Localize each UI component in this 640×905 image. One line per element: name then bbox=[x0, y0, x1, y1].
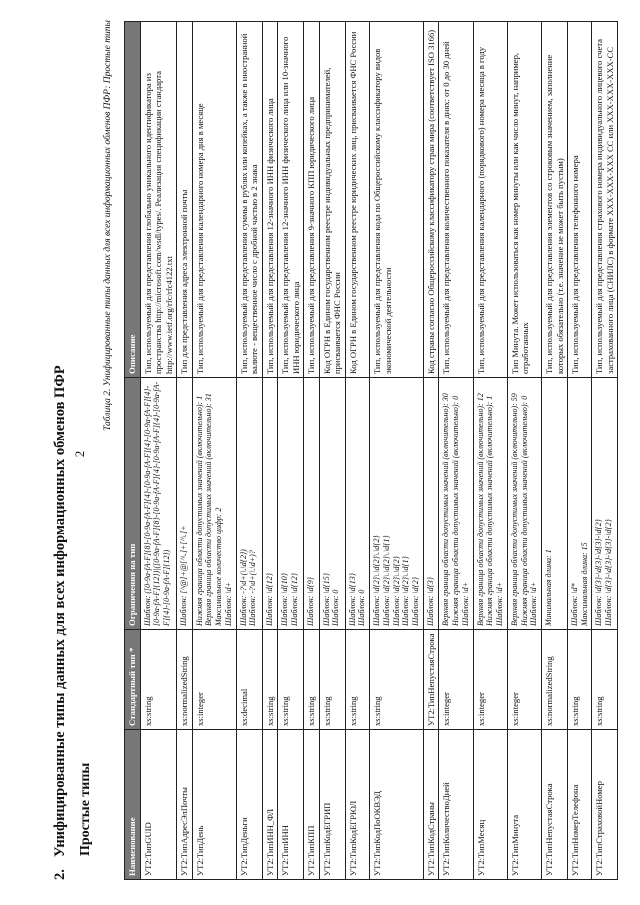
table-row bbox=[507, 22, 541, 880]
table-row bbox=[370, 22, 424, 880]
restriction-line: Минимальная длина: 1 bbox=[544, 549, 554, 626]
restriction-line: Верхняя граница области допустимых значений (включительно): 30 bbox=[441, 393, 451, 626]
type-name-cell: УТ2:ТипИНН bbox=[278, 730, 304, 880]
type-name-cell: УТ2:ТипGUID bbox=[140, 730, 176, 880]
description-cell: Тип Минута. Может использоваться как номер минуты или как число минут, например, отработанных bbox=[507, 22, 541, 378]
section-title-text: Унифицированные типы данных для всех информационных обменов ПФР bbox=[52, 365, 68, 858]
section-title bbox=[52, 365, 69, 880]
type-name-cell: УТ2:ТипИНН_ФЛ bbox=[262, 730, 277, 880]
restriction-line: Шаблон: 0 bbox=[331, 589, 341, 626]
base-type-cell: xs:string bbox=[370, 630, 424, 730]
description-cell: Тип, используемый для представления кода по Общероссийскому классификатору видов экономической деятельности bbox=[370, 22, 424, 378]
table-row bbox=[304, 22, 319, 880]
restriction-line: Шаблон: -?\d+(\.\d{2}) bbox=[238, 549, 248, 626]
restriction-line: Шаблон: \d{15} bbox=[321, 572, 331, 626]
restriction-line: Шаблон: \d* bbox=[569, 583, 579, 626]
type-name-cell: УТ2:ТипМинута bbox=[507, 730, 541, 880]
table-caption: Таблица 2. Унифицированные типы данных для всех информационных обменов ПФР: Простые типы bbox=[103, 20, 113, 431]
table-row bbox=[192, 22, 236, 880]
restriction-line: Шаблон: \d{12} bbox=[264, 572, 274, 626]
type-name-cell: УТ2:ТипСтраховойНомер bbox=[592, 730, 618, 880]
header-base-type: Стандартный тип * bbox=[125, 630, 141, 730]
restrictions-cell bbox=[473, 378, 507, 630]
base-type-cell: xs:string bbox=[262, 630, 277, 730]
restrictions-cell bbox=[439, 378, 473, 630]
type-name-cell: УТ2:ТипКоличествоДней bbox=[439, 730, 473, 880]
restriction-line: Шаблон: \d{10} bbox=[280, 572, 290, 626]
restrictions-cell bbox=[140, 378, 176, 630]
restriction-line: Шаблон: \d+ bbox=[495, 581, 505, 626]
type-name-cell: УТ2:ТипКодПоОКВЭД bbox=[370, 730, 424, 880]
base-type-cell: xs:normalizedString bbox=[542, 630, 568, 730]
table-row bbox=[542, 22, 568, 880]
restrictions-cell bbox=[567, 378, 592, 630]
table-row bbox=[439, 22, 473, 880]
restriction-line: Максимальное количество цифр: 2 bbox=[214, 507, 224, 626]
restrictions-cell bbox=[236, 378, 262, 630]
table-row bbox=[278, 22, 304, 880]
restriction-line: Шаблон: \d{3}-\d{3}-\d{3}-\d{2} bbox=[594, 519, 604, 626]
restriction-line: Шаблон: \d{3}-\d{3}-\d{3}-\d{2} bbox=[604, 519, 614, 626]
table-row bbox=[177, 22, 192, 880]
base-type-cell: xs:integer bbox=[473, 630, 507, 730]
restrictions-cell bbox=[262, 378, 277, 630]
description-cell: Тип, используемый для представления 9-значного КПП юридического лица bbox=[304, 22, 319, 378]
table-row bbox=[423, 22, 438, 880]
base-type-cell: xs:string bbox=[345, 630, 370, 730]
restriction-line: Нижняя граница области допустимых значений (включительно): 0 bbox=[451, 395, 461, 626]
type-name-cell: УТ2:ТипДень bbox=[192, 730, 236, 880]
description-cell: Тип, используемый для представления календарного (порядкового) номера месяца в году bbox=[473, 22, 507, 378]
base-type-cell: xs:string bbox=[140, 630, 176, 730]
table-row bbox=[262, 22, 277, 880]
table-row bbox=[236, 22, 262, 880]
type-name-cell: УТ2:ТипНепустаяСтрока bbox=[542, 730, 568, 880]
restriction-line: Шаблон: -?\d+(\.\d+)? bbox=[248, 550, 258, 626]
restriction-line: Верхняя граница области допустимых значений (включительно): 31 bbox=[204, 393, 214, 626]
restrictions-cell bbox=[370, 378, 424, 630]
restriction-line: Шаблон: ([0-9a-fA-F]{8}-[0-9a-fA-F]{4}-[0-9a-fA-F]{4}-[0-9a-fA-F]{4}-[0-9a-fA-F]{12})|([0-9a-fA-F]{8}-[0-9a-fA-F]{4}-[0-9a-fA-F]{4}-[0-9a-fA-F]{4}-[0-9a-fA-F]{12}) bbox=[142, 381, 172, 626]
base-type-cell: xs:integer bbox=[507, 630, 541, 730]
description-cell: Тип, используемый для представления суммы в рублях или копейках, а также в иностранной валюте - вещественное число с дробной частью в 2 знака bbox=[236, 22, 262, 378]
header-restrictions: Ограничения на тип bbox=[125, 378, 141, 630]
restrictions-cell bbox=[304, 378, 319, 630]
restriction-line: Шаблон: [^@]+@[^\.]+[^\.]+ bbox=[179, 525, 189, 626]
base-type-cell: xs:string bbox=[567, 630, 592, 730]
description-cell: Тип, используемый для представления телефонного номера bbox=[567, 22, 592, 378]
type-name-cell: УТ2:ТипКодЕГРЮЛ bbox=[345, 730, 370, 880]
page-number: 2 bbox=[72, 450, 87, 458]
restriction-line: Шаблон: \d{2}\.\d{1} bbox=[401, 556, 411, 626]
restriction-line: Верхняя граница области допустимых значений (включительно): 12 bbox=[475, 393, 485, 626]
restriction-line: Шаблон: \d{12} bbox=[289, 572, 299, 626]
type-name-cell: УТ2:ТипДеньги bbox=[236, 730, 262, 880]
description-cell: Тип, используемый для представления элементов со строковым значением, заполнение которых обязательно (т.е. значение не может быть пустым) bbox=[542, 22, 568, 378]
restrictions-cell bbox=[542, 378, 568, 630]
type-name-cell: УТ2:ТипКодЕГРИП bbox=[319, 730, 345, 880]
restriction-line: Шаблон: \d{3} bbox=[425, 576, 435, 626]
table-header-row bbox=[125, 22, 141, 880]
restriction-line: Шаблон: \d{13} bbox=[347, 572, 357, 626]
header-description: Описание bbox=[125, 22, 141, 378]
description-cell: Тип, используемый для представления 12-значного ИНН физического лица bbox=[262, 22, 277, 378]
description-cell: Код ОГРН в Едином государственном реестре индивидуальных предпринимателей, присваивается ФНС России bbox=[319, 22, 345, 378]
restriction-line: Шаблон: 0 bbox=[357, 589, 367, 626]
restriction-line: Шаблон: \d{2}\.\d{2}\.\d{2} bbox=[372, 535, 382, 626]
restriction-line: Нижняя граница области допустимых значений (включительно): 1 bbox=[194, 395, 204, 626]
restriction-line: Нижняя граница области допустимых значений (включительно): 0 bbox=[519, 395, 529, 626]
restrictions-cell bbox=[177, 378, 192, 630]
type-name-cell: УТ2:ТипАдресЭлПочты bbox=[177, 730, 192, 880]
description-cell: Тип для представления адреса электронной почты bbox=[177, 22, 192, 378]
restrictions-cell bbox=[423, 378, 438, 630]
base-type-cell: xs:string bbox=[319, 630, 345, 730]
simple-types-table bbox=[124, 21, 618, 880]
rotated-page-content bbox=[52, 20, 615, 880]
description-cell: Тип, используемый для представления количественного показателя в днях: от 0 до 30 дней bbox=[439, 22, 473, 378]
header-name: Наименование bbox=[125, 730, 141, 880]
restriction-line: Шаблон: \d{9} bbox=[306, 576, 316, 626]
base-type-cell: xs:integer bbox=[439, 630, 473, 730]
restrictions-cell bbox=[507, 378, 541, 630]
restrictions-cell bbox=[192, 378, 236, 630]
description-cell: Тип, используемый для представления глобально уникального идентификатора из пространства http://microsoft.com/wsdl/types/. Реализация спецификации стандарта http://www.ietf.org/rfc/rfc4122.txt bbox=[140, 22, 176, 378]
table-row bbox=[319, 22, 345, 880]
description-cell: Код ОГРН в Едином государственном реестре юридических лиц, присваивается ФНС России bbox=[345, 22, 370, 378]
restrictions-cell bbox=[345, 378, 370, 630]
description-cell: Тип, используемый для представления календарного номера дня в месяце bbox=[192, 22, 236, 378]
table-row bbox=[140, 22, 176, 880]
base-type-cell: УТ2:ТипНепустаяСтрока bbox=[423, 630, 438, 730]
table-row bbox=[567, 22, 592, 880]
base-type-cell: xs:integer bbox=[192, 630, 236, 730]
restriction-line: Шаблон: \d+ bbox=[223, 581, 233, 626]
restriction-line: Шаблон: \d{2}\.\d{2}\.\d{1} bbox=[381, 535, 391, 626]
type-name-cell: УТ2:ТипНомерТелефона bbox=[567, 730, 592, 880]
type-name-cell: УТ2:ТипМесяц bbox=[473, 730, 507, 880]
table-row bbox=[592, 22, 618, 880]
type-name-cell: УТ2:ТипКПП bbox=[304, 730, 319, 880]
base-type-cell: xs:string bbox=[592, 630, 618, 730]
table-row bbox=[345, 22, 370, 880]
restrictions-cell bbox=[278, 378, 304, 630]
restriction-line: Шаблон: \d{2}\.\d{2} bbox=[391, 556, 401, 626]
restriction-line: Максимальная длина: 15 bbox=[579, 542, 589, 626]
description-cell: Тип, используемый для представления страхового номера индивидуального лицевого счета застрахованного лица (СНИЛС) в формате XXX-XXX-XXX CC или XXX-XXX-XXX-CC bbox=[592, 22, 618, 378]
restriction-line: Шаблон: \d+ bbox=[529, 581, 539, 626]
table-row bbox=[473, 22, 507, 880]
restriction-line: Шаблон: \d+ bbox=[460, 581, 470, 626]
description-cell: Тип, используемый для представления 12-значного ИНН физического лица или 10-значного ИНН юридического лица bbox=[278, 22, 304, 378]
restrictions-cell bbox=[319, 378, 345, 630]
base-type-cell: xs:decimal bbox=[236, 630, 262, 730]
restriction-line: Верхняя граница области допустимых значений (включительно): 59 bbox=[509, 393, 519, 626]
description-cell: Код страны согласно Общероссийскому классификатору стран мира (соответствует ISO 3166) bbox=[423, 22, 438, 378]
subsection-title: Простые типы bbox=[78, 762, 93, 856]
restrictions-cell bbox=[592, 378, 618, 630]
restriction-line: Шаблон: \d{2} bbox=[411, 576, 421, 626]
base-type-cell: xs:string bbox=[278, 630, 304, 730]
base-type-cell: xs:string bbox=[304, 630, 319, 730]
base-type-cell: xs:normalizedString bbox=[177, 630, 192, 730]
section-number: 2. bbox=[52, 869, 68, 880]
type-name-cell: УТ2:ТипКодСтраны bbox=[423, 730, 438, 880]
restriction-line: Нижняя граница области допустимых значений (включительно): 1 bbox=[485, 395, 495, 626]
